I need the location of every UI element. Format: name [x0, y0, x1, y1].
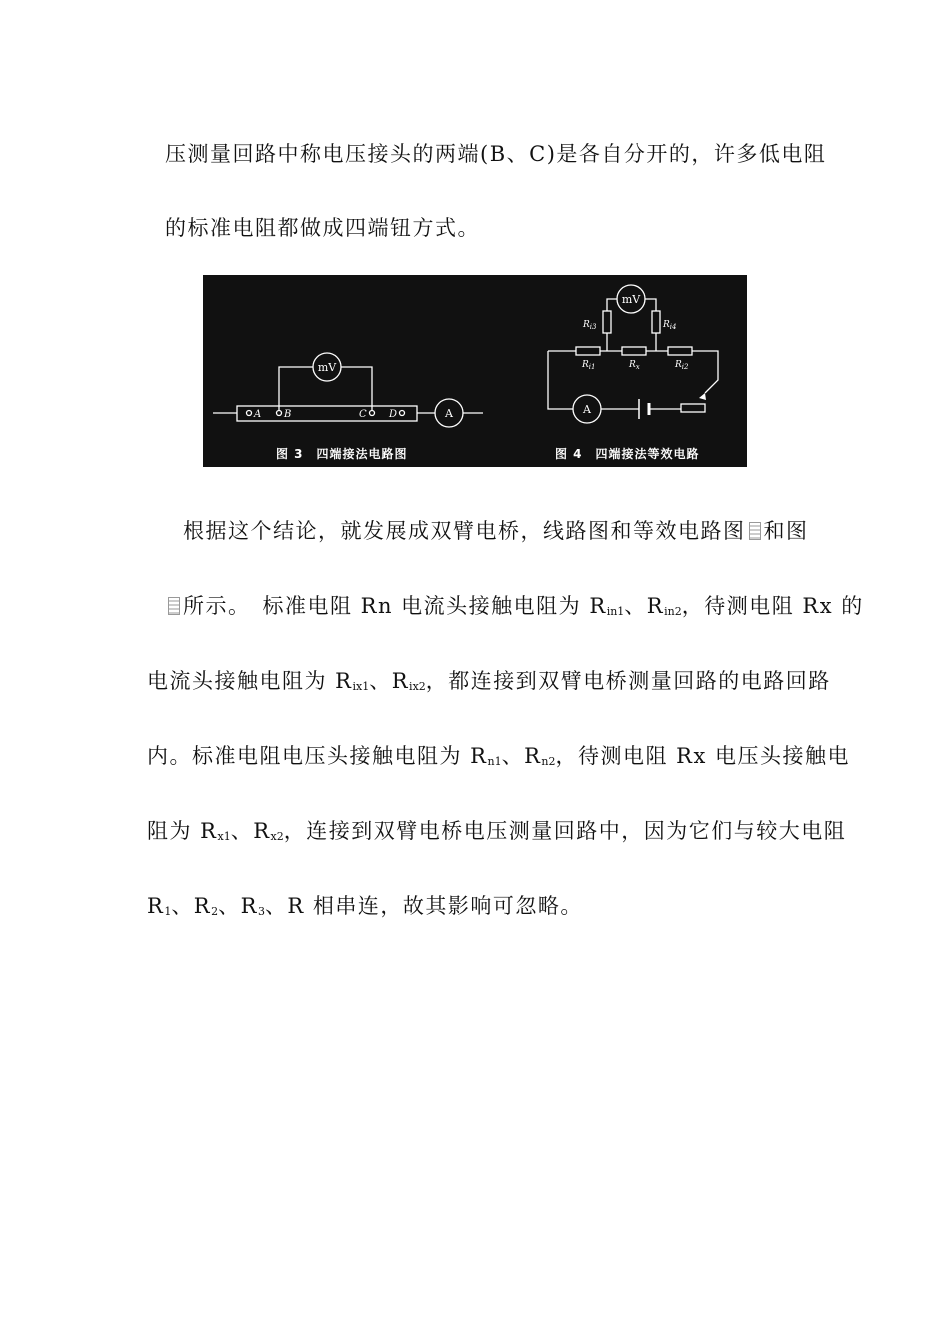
- figure-3-caption: 图 3 四端接法电路图: [276, 447, 408, 461]
- paragraph-line-6: $R_1$、$R_2$、$R_3$、R 相串连，故其影响可忽略。: [147, 894, 583, 918]
- mv-label-fig4: mV: [621, 293, 641, 306]
- resistor-ri3: [603, 311, 611, 333]
- mv-label: mV: [317, 361, 337, 374]
- circuit-figure: [203, 275, 747, 467]
- rheostat: [681, 404, 705, 412]
- wire: [607, 299, 617, 311]
- a-label-fig4: A: [583, 403, 591, 416]
- paragraph-line-1: 根据这个结论，就发展成双臂电桥，线路图和等效电路图 和图: [183, 519, 809, 543]
- terminal-c-icon: [370, 411, 375, 416]
- arrow-icon: [699, 393, 706, 400]
- paragraph-line-4: 内。标准电阻电压头接触电阻为 $R_{n1}$、$R_{n2}$，待测电阻 Rx 电压头接触电: [147, 744, 851, 768]
- wire: [645, 299, 656, 311]
- text-line-1: 压测量回路中称电压接头的两端(B、C)是各自分开的，许多低电阻: [165, 142, 827, 166]
- battery-icon: [639, 399, 649, 419]
- terminal-b-icon: [277, 411, 282, 416]
- resistor-rx: [622, 347, 646, 355]
- figure-4-caption: 图 4 四端接法等效电路: [555, 447, 700, 461]
- terminal-d-label: D: [389, 409, 398, 420]
- terminal-a-label: A: [254, 409, 262, 420]
- ri1-label: $R_{i1}$: [582, 360, 596, 371]
- rx-label: $R_x$: [629, 360, 640, 371]
- paragraph-line-5: 阻为 $R_{x1}$、$R_{x2}$，连接到双臂电桥电压测量回路中，因为它们与较大电阻: [147, 819, 847, 843]
- figure-reference-icon: [749, 522, 761, 540]
- paragraph-line-3: 电流头接触电阻为 $R_{ix1}$、$R_{ix2}$，都连接到双臂电桥测量回路的电路回路: [147, 669, 831, 693]
- ri3-label: $R_{i3}$: [583, 320, 597, 331]
- terminal-d-icon: [400, 411, 405, 416]
- a-label: A: [445, 407, 453, 420]
- wire: [341, 367, 372, 411]
- ri4-label: $R_{i4}$: [663, 320, 677, 331]
- resistor-ri2: [668, 347, 692, 355]
- terminal-c-label: C: [359, 409, 367, 420]
- terminal-b-label: B: [284, 409, 292, 420]
- wire: [548, 351, 573, 409]
- text-line-2: 的标准电阻都做成四端钮方式。: [165, 216, 480, 240]
- ri2-label: $R_{i2}$: [675, 360, 689, 371]
- wire: [279, 367, 313, 411]
- figure-reference-icon: [168, 597, 180, 615]
- wire: [692, 351, 718, 393]
- resistor-ri4: [652, 311, 660, 333]
- circuit-diagram: [203, 275, 747, 467]
- terminal-a-icon: [247, 411, 252, 416]
- resistor-ri1: [576, 347, 600, 355]
- paragraph-line-2: 所示。 标准电阻 Rn 电流头接触电阻为 $R_{in1}$、$R_{in2}$，待测电阻 Rx 的: [165, 590, 864, 620]
